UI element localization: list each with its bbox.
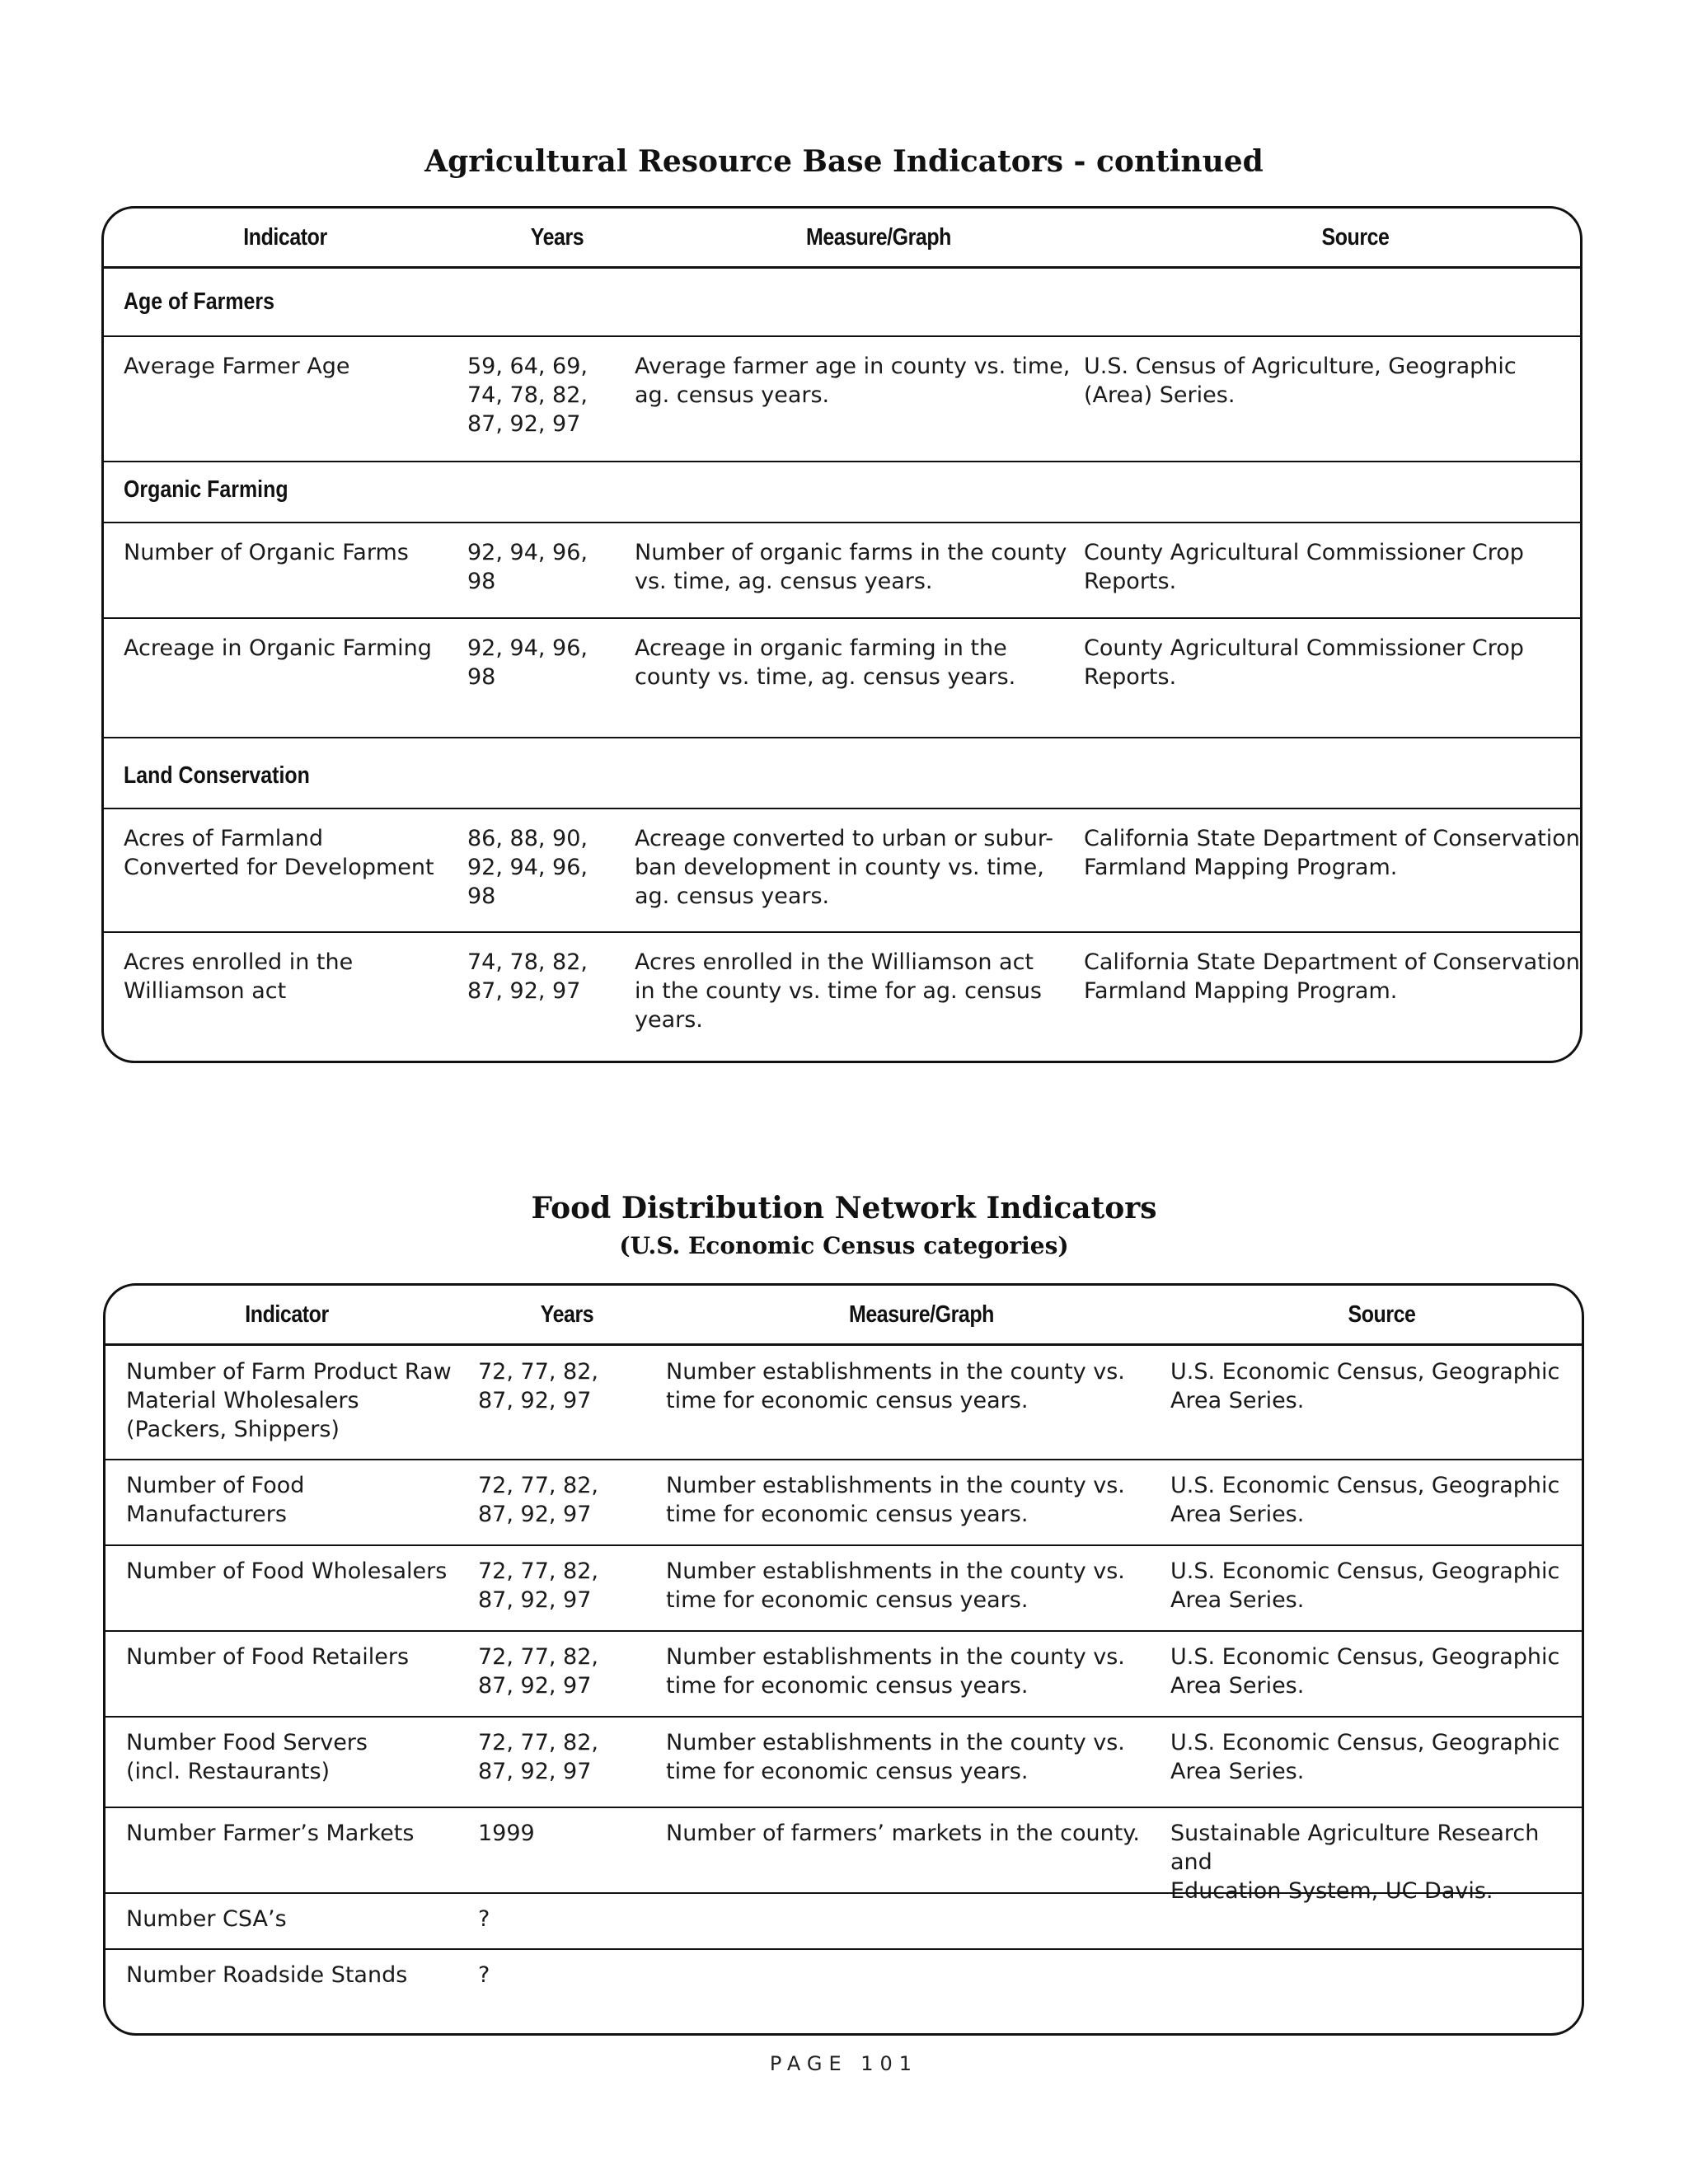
- table2-header-row: [106, 1286, 1582, 1343]
- table1-header-indicator: Indicator: [243, 223, 327, 251]
- table-row: [104, 617, 1580, 737]
- table1-header-years: Years: [530, 223, 584, 251]
- cell-measure: Number establishments in the county vs. time for economic census years.: [666, 1473, 1125, 1527]
- table-row: [104, 522, 1580, 617]
- cell-measure: Average farmer age in county vs. time, ag. census years.: [635, 354, 1071, 408]
- cell-measure: Number of organic farms in the county vs. time, ag. census years.: [635, 540, 1067, 594]
- cell-source: California State Department of Conservation Farmland Mapping Program.: [1084, 826, 1580, 880]
- table-row: [106, 1807, 1582, 1904]
- cell-indicator: Number Roadside Stands: [126, 1962, 408, 1988]
- cell-indicator: Number CSA’s: [126, 1906, 287, 1932]
- cell-years: 59, 64, 69, 74, 78, 82, 87, 92, 97: [467, 354, 588, 437]
- table1-header-measure: Measure/Graph: [805, 223, 951, 251]
- table1-header-source: Source: [1321, 223, 1390, 251]
- row-divider: [104, 737, 1580, 738]
- cell-source: County Agricultural Commissioner Crop Reports.: [1084, 635, 1524, 690]
- cell-years: 72, 77, 82, 87, 92, 97: [478, 1644, 598, 1699]
- cell-years: 72, 77, 82, 87, 92, 97: [478, 1558, 598, 1613]
- cell-years: ?: [478, 1906, 490, 1932]
- row-divider: [104, 461, 1580, 462]
- table1: [101, 206, 1582, 1063]
- cell-measure: Number of farmers’ markets in the county.: [666, 1821, 1141, 1846]
- cell-measure: Number establishments in the county vs. time for economic census years.: [666, 1730, 1125, 1784]
- section-label-land-conservation: Land Conservation: [124, 762, 310, 789]
- cell-indicator: Number of Food Wholesalers: [126, 1558, 448, 1584]
- cell-years: 72, 77, 82, 87, 92, 97: [478, 1359, 598, 1413]
- cell-indicator: Acres enrolled in the Williamson act: [124, 949, 354, 1004]
- cell-years: 92, 94, 96, 98: [467, 540, 588, 594]
- cell-source: U.S. Economic Census, Geographic Area Series.: [1170, 1644, 1560, 1699]
- cell-measure: Number establishments in the county vs. time for economic census years.: [666, 1558, 1125, 1613]
- table-row: [106, 1544, 1582, 1630]
- table1-header-row: [104, 209, 1580, 266]
- cell-indicator: Number Food Servers (incl. Restaurants): [126, 1730, 368, 1784]
- cell-years: 1999: [478, 1821, 535, 1846]
- cell-measure: Acreage converted to urban or subur- ban development in county vs. time, ag. census years.: [635, 826, 1053, 909]
- cell-indicator: Number Farmer’s Markets: [126, 1821, 415, 1846]
- page-number: PAGE 101: [769, 2052, 919, 2075]
- cell-measure: Number establishments in the county vs. time for economic census years.: [666, 1359, 1125, 1413]
- table-row: [104, 808, 1580, 931]
- cell-source: U.S. Economic Census, Geographic Area Series.: [1170, 1473, 1560, 1527]
- cell-measure: Number establishments in the county vs. time for economic census years.: [666, 1644, 1125, 1699]
- table-row: [106, 1459, 1582, 1544]
- cell-indicator: Average Farmer Age: [124, 354, 350, 379]
- cell-indicator: Number of Food Manufacturers: [126, 1473, 305, 1527]
- cell-years: 74, 78, 82, 87, 92, 97: [467, 949, 588, 1004]
- cell-source: Sustainable Agriculture Research and Education System, UC Davis.: [1170, 1821, 1540, 1904]
- cell-indicator: Acres of Farmland Converted for Development: [124, 826, 434, 880]
- table1-title: Agricultural Resource Base Indicators - continued: [424, 144, 1264, 179]
- cell-years: 72, 77, 82, 87, 92, 97: [478, 1473, 598, 1527]
- table-row: [106, 1716, 1582, 1807]
- table-row: [106, 1948, 1582, 2036]
- table-row: [104, 931, 1580, 1063]
- table2-header-measure: Measure/Graph: [848, 1301, 994, 1328]
- cell-years: 92, 94, 96, 98: [467, 635, 588, 690]
- table2-subtitle: (U.S. Economic Census categories): [619, 1232, 1069, 1259]
- cell-source: County Agricultural Commissioner Crop Reports.: [1084, 540, 1524, 594]
- table2-header-source: Source: [1348, 1301, 1416, 1328]
- cell-source: U.S. Economic Census, Geographic Area Series.: [1170, 1359, 1560, 1413]
- cell-years: 72, 77, 82, 87, 92, 97: [478, 1730, 598, 1784]
- cell-years: ?: [478, 1962, 490, 1988]
- cell-years: 86, 88, 90, 92, 94, 96, 98: [467, 826, 588, 909]
- cell-source: California State Department of Conservation Farmland Mapping Program.: [1084, 949, 1580, 1004]
- table2: [103, 1283, 1584, 2036]
- cell-indicator: Number of Food Retailers: [126, 1644, 410, 1670]
- table-row: [106, 1892, 1582, 1948]
- cell-source: U.S. Economic Census, Geographic Area Series.: [1170, 1558, 1560, 1613]
- cell-indicator: Acreage in Organic Farming: [124, 635, 432, 661]
- cell-source: U.S. Census of Agriculture, Geographic (Area) Series.: [1084, 354, 1517, 408]
- cell-indicator: Number of Organic Farms: [124, 540, 409, 565]
- cell-indicator: Number of Farm Product Raw Material Wholesalers (Packers, Shippers): [126, 1359, 452, 1442]
- table-row: [106, 1630, 1582, 1716]
- cell-measure: Acres enrolled in the Williamson act in the county vs. time for ag. census years.: [635, 949, 1042, 1033]
- header-divider: [104, 266, 1580, 269]
- table2-title: Food Distribution Network Indicators: [531, 1191, 1157, 1226]
- cell-source: U.S. Economic Census, Geographic Area Series.: [1170, 1730, 1560, 1784]
- cell-measure: Acreage in organic farming in the county vs. time, ag. census years.: [635, 635, 1016, 690]
- table-row: [104, 335, 1580, 461]
- section-label-organic-farming: Organic Farming: [124, 476, 288, 503]
- table2-header-years: Years: [540, 1301, 594, 1328]
- table-row: [106, 1343, 1582, 1459]
- table2-header-indicator: Indicator: [245, 1301, 329, 1328]
- section-label-age-of-farmers: Age of Farmers: [124, 288, 274, 315]
